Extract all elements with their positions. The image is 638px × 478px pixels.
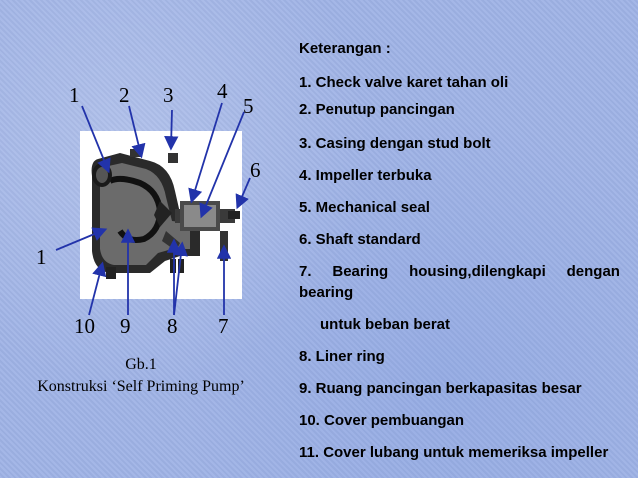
callout-10: 10 xyxy=(74,314,95,338)
legend-item-9: 9. Ruang pancingan berkapasitas besar xyxy=(299,380,582,397)
legend-item-7-word1: Bearing xyxy=(332,263,389,280)
arrow-2 xyxy=(129,106,141,155)
figure-caption: Konstruksi ‘Self Priming Pump’ xyxy=(37,378,245,395)
arrow-1-top xyxy=(82,106,108,170)
callout-3: 3 xyxy=(163,83,174,107)
arrow-5 xyxy=(202,112,244,215)
callout-8: 8 xyxy=(167,314,178,338)
figure-number: Gb.1 xyxy=(125,356,157,373)
callout-1-top: 1 xyxy=(69,83,80,107)
callout-1-left: 1 xyxy=(36,245,47,269)
callout-2: 2 xyxy=(119,83,130,107)
arrow-10 xyxy=(89,265,102,315)
arrow-4 xyxy=(192,103,222,200)
arrow-1-left xyxy=(56,230,104,250)
legend-item-1: 1. Check valve karet tahan oli xyxy=(299,74,509,91)
legend-item-4: 4. Impeller terbuka xyxy=(299,167,432,184)
arrow-6 xyxy=(238,178,250,206)
callout-9: 9 xyxy=(120,314,131,338)
legend-item-7-line2: bearing xyxy=(299,284,354,301)
legend-item-6: 6. Shaft standard xyxy=(299,231,421,248)
callout-5: 5 xyxy=(243,94,254,118)
arrow-3 xyxy=(171,110,172,147)
legend-item-8: 8. Liner ring xyxy=(299,348,385,365)
legend-item-10: 10. Cover pembuangan xyxy=(299,412,465,429)
legend-item-2: 2. Penutup pancingan xyxy=(299,101,455,118)
legend-item-11: 11. Cover lubang untuk memeriksa impeller xyxy=(299,444,609,461)
legend-item-5: 5. Mechanical seal xyxy=(299,199,430,216)
legend-item-7-line3: untuk beban berat xyxy=(320,316,451,333)
arrow-8b xyxy=(174,245,182,315)
callout-6: 6 xyxy=(250,158,261,182)
callout-4: 4 xyxy=(217,79,228,103)
legend-item-3: 3. Casing dengan stud bolt xyxy=(299,135,491,152)
legend-item-7-word2: housing,dilengkapi xyxy=(409,263,546,280)
legend-item-7-number: 7. xyxy=(299,263,312,280)
legend-item-7 xyxy=(299,263,620,280)
legend-title: Keterangan : xyxy=(299,40,391,57)
callout-7: 7 xyxy=(218,314,229,338)
legend-item-7-word3: dengan xyxy=(566,263,620,280)
